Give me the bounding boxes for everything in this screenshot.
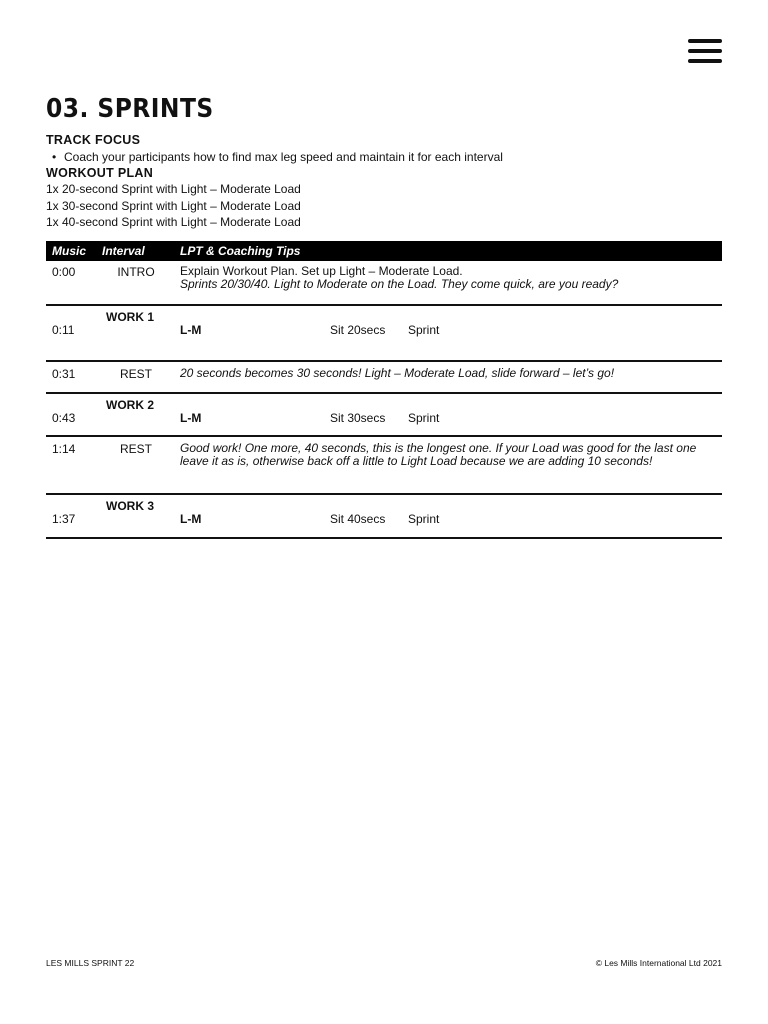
row-tips (180, 265, 720, 291)
row-sit: Sit 40secs (330, 512, 386, 526)
menu-bar (688, 49, 722, 53)
row-sit: Sit 20secs (330, 323, 386, 337)
row-load: L-M (180, 411, 202, 425)
table-row (46, 261, 722, 306)
table-row (46, 495, 722, 539)
row-interval: WORK 1 (106, 310, 154, 324)
footer-program: LES MILLS SPRINT 22 (46, 958, 135, 968)
workout-plan-line: 1x 20-second Sprint with Light – Moderate Load (46, 182, 301, 196)
header-music: Music (52, 244, 87, 258)
workout-plan-line: 1x 40-second Sprint with Light – Moderate Load (46, 215, 301, 229)
row-tips: Good work! One more, 40 seconds, this is the longest one. If your Load was good for the last one leave it as is, otherwise back off a little to Light Load because we are adding 10 seconds! (180, 441, 697, 468)
row-interval: REST (119, 442, 152, 456)
menu-bar (688, 39, 722, 43)
row-action: Sprint (408, 411, 440, 425)
row-interval: REST (119, 367, 152, 381)
track-focus-heading: TRACK FOCUS (46, 133, 141, 147)
row-load: L-M (180, 323, 202, 337)
footer-copyright: © Les Mills International Ltd 2021 (595, 958, 722, 968)
tip-line: Explain Workout Plan. Set up Light – Moderate Load. (180, 264, 463, 278)
workout-plan-heading: WORKOUT PLAN (46, 166, 154, 180)
menu-bar (688, 59, 722, 63)
row-tips: 20 seconds becomes 30 seconds! Light – Moderate Load, slide forward – let’s go! (180, 366, 615, 380)
header-interval: Interval (102, 244, 145, 258)
row-time: 1:37 (52, 512, 76, 526)
hamburger-menu-icon[interactable] (688, 38, 722, 66)
row-interval: INTRO (117, 265, 155, 279)
page-title: 03. SPRINTS (46, 94, 214, 124)
header-tips: LPT & Coaching Tips (180, 244, 301, 258)
table-header (46, 241, 722, 261)
track-focus-text: Coach your participants how to find max leg speed and maintain it for each interval (64, 150, 503, 164)
row-action: Sprint (408, 323, 440, 337)
tip-line: Sprints 20/30/40. Light to Moderate on the Load. They come quick, are you ready? (180, 277, 619, 291)
table-row (46, 362, 722, 394)
row-interval: WORK 2 (106, 398, 154, 412)
coaching-table (46, 241, 722, 539)
row-sit: Sit 30secs (330, 411, 386, 425)
bullet-icon: • (52, 150, 57, 164)
workout-plan-line: 1x 30-second Sprint with Light – Moderate Load (46, 199, 301, 213)
row-time: 0:00 (52, 265, 76, 279)
table-row (46, 306, 722, 362)
row-time: 0:43 (52, 411, 76, 425)
track-focus-item (52, 150, 503, 164)
row-time: 1:14 (52, 442, 76, 456)
row-action: Sprint (408, 512, 440, 526)
table-row (46, 394, 722, 437)
row-load: L-M (180, 512, 202, 526)
table-row (46, 437, 722, 495)
row-time: 0:11 (52, 323, 75, 337)
row-interval: WORK 3 (106, 499, 154, 513)
row-time: 0:31 (52, 367, 76, 381)
